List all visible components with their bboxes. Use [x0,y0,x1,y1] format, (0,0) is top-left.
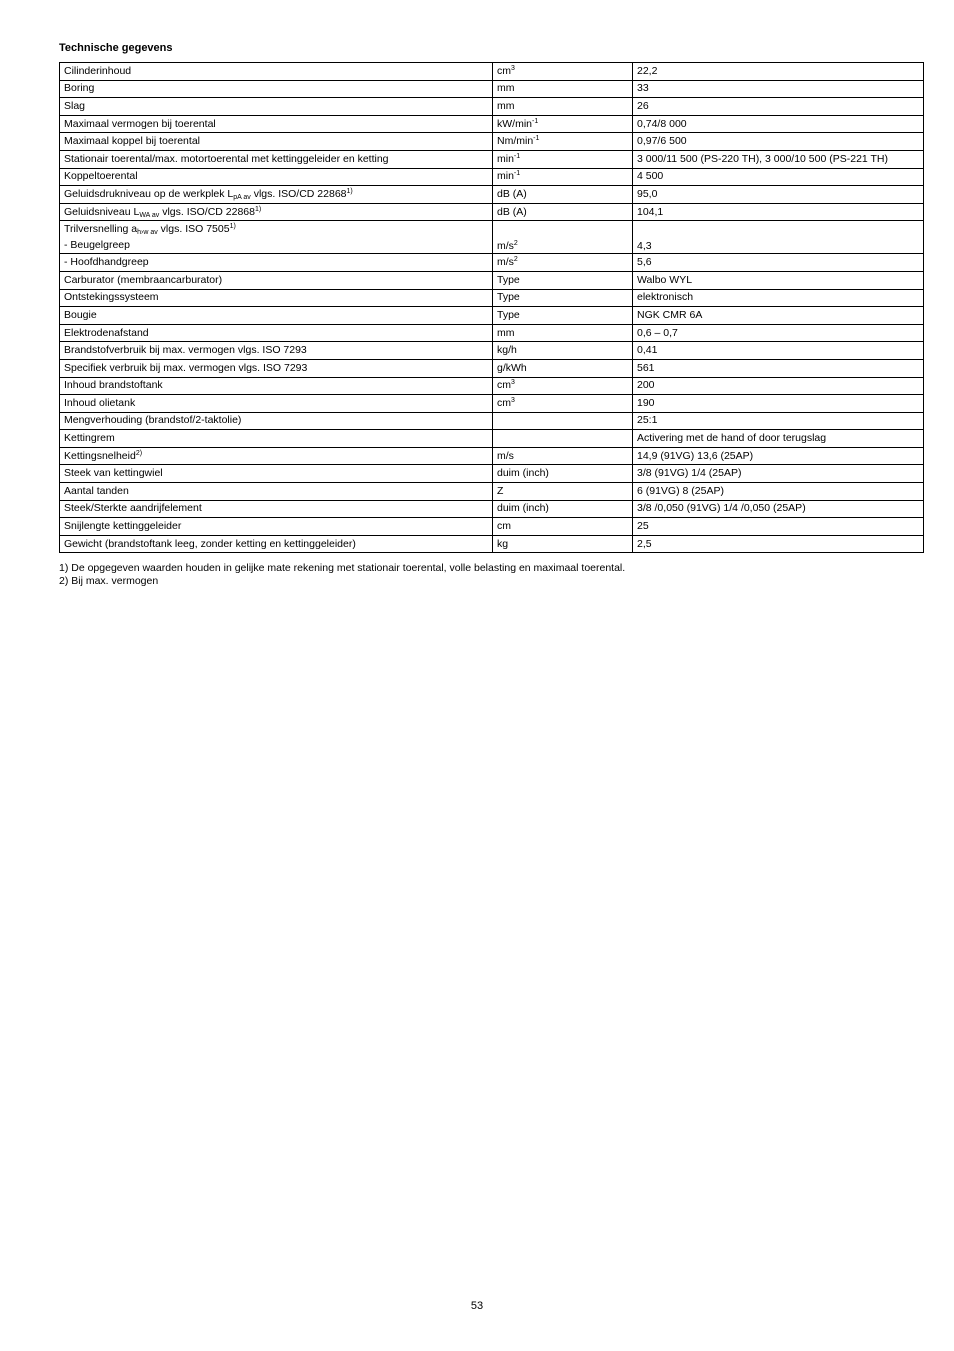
unit-text: duim (inch) [497,467,549,480]
label-text: Maximaal vermogen bij toerental [64,117,216,130]
unit-text: mm [497,82,515,95]
unit-superscript: 3 [511,64,515,72]
label-text-suffix: vlgs. ISO/CD 22868 [250,187,347,200]
table-row [60,359,924,377]
row-label [60,377,493,395]
row-unit [493,447,633,465]
label-text: Bougie [64,308,97,321]
unit-text: Type [497,291,520,304]
unit-text: m/s [497,256,514,269]
label-text: Carburator (membraancarburator) [64,273,223,286]
row-unit [493,63,633,81]
label-text: Cilinderinhoud [64,64,132,77]
label-subscript: WA av [139,211,160,219]
unit-text: dB (A) [497,205,527,218]
row-unit [493,203,633,221]
unit-text: cm [497,520,511,533]
row-value: 14,9 (91VG) 13,6 (25AP) [633,447,924,465]
footnote-marker: 1) [229,222,236,230]
table-row [60,254,924,272]
unit-superscript: 3 [511,379,515,387]
row-label [60,535,493,553]
row-label [60,412,493,430]
unit-text: Z [497,484,504,497]
row-unit [493,395,633,413]
unit-text: m/s [497,449,514,462]
row-value: 0,6 – 0,7 [633,324,924,342]
row-value: 561 [633,359,924,377]
table-row [60,271,924,289]
unit-text: m/s [497,240,514,253]
table-row [60,168,924,186]
row-label [60,203,493,221]
table-row [60,98,924,116]
unit-superscript: 2 [513,256,518,264]
row-label [60,271,493,289]
row-label [60,359,493,377]
row-label [60,168,493,186]
row-label [60,150,493,168]
table-row [60,518,924,536]
row-label [60,342,493,360]
unit-text: mm [497,99,515,112]
unit-superscript: 2 [513,240,518,248]
unit-superscript: -1 [513,170,521,178]
row-label [60,395,493,413]
label-text: Gewicht (brandstoftank leeg, zonder ketting en kettinggeleider) [64,537,356,550]
row-unit [493,377,633,395]
label-text: Elektrodenafstand [64,326,149,339]
row-label [60,221,493,254]
footnote-1: 1) De opgegeven waarden houden in gelijke mate rekening met stationair toerental, volle belasting en maximaal toerental. [59,562,626,574]
unit-text: duim (inch) [497,502,549,515]
table-row [60,133,924,151]
table-row [60,483,924,501]
table-row [60,395,924,413]
row-unit [493,430,633,448]
row-label [60,98,493,116]
label-text-suffix: vlgs. ISO 7505 [157,222,230,235]
table-row [60,535,924,553]
row-unit [493,412,633,430]
label-text: Snijlengte kettinggeleider [64,520,182,533]
row-unit [493,115,633,133]
table-row [60,342,924,360]
unit-superscript: 3 [511,396,515,404]
unit-text: dB (A) [497,187,527,200]
unit-text: mm [497,326,515,339]
row-unit [493,168,633,186]
table-row [60,377,924,395]
row-value: 104,1 [633,203,924,221]
unit-text: g/kWh [497,361,527,374]
label-text: Brandstofverbruik bij max. vermogen vlgs. ISO 7293 [64,344,307,357]
label-text: Slag [64,99,86,112]
table-row [60,150,924,168]
row-label [60,518,493,536]
label-text: Kettingsnelheid [64,449,136,462]
table-row [60,500,924,518]
table-row [60,63,924,81]
row-value: 3/8 (91VG) 1/4 (25AP) [633,465,924,483]
row-value: 95,0 [633,186,924,204]
row-unit [493,150,633,168]
label-text: Specifiek verbruik bij max. vermogen vlgs. ISO 7293 [64,361,308,374]
row-unit [493,98,633,116]
footnote-marker: 2) [135,449,143,457]
row-label [60,447,493,465]
unit-text: kg/h [497,344,517,357]
unit-text: Type [497,273,520,286]
label-subscript: h›w av [137,228,158,236]
row-value: 3 000/11 500 (PS-220 TH), 3 000/10 500 (PS-221 TH) [633,150,924,168]
label-text: - Hoofdhandgreep [64,256,149,269]
label-text: Steek/Sterkte aandrijfelement [64,502,202,515]
label-text: Inhoud olietank [64,396,136,409]
unit-text: kg [497,537,509,550]
table-row [60,465,924,483]
label-text: Stationair toerental/max. motortoerental met kettinggeleider en ketting [64,152,389,165]
label-text: Trilversnelling a [64,222,138,235]
table-body [60,63,924,553]
label-text: Steek van kettingwiel [64,467,163,480]
label-text: Kettingrem [64,432,115,445]
unit-text: cm [497,379,511,392]
table-row [60,186,924,204]
section-title: Technische gegevens [59,42,173,54]
row-unit [493,221,633,254]
row-unit [493,186,633,204]
label-text: Aantal tanden [64,484,129,497]
row-unit [493,324,633,342]
row-value: elektronisch [633,289,924,307]
row-value: 200 [633,377,924,395]
row-label [60,80,493,98]
row-value: 3/8 /0,050 (91VG) 1/4 /0,050 (25AP) [633,500,924,518]
row-value: 25:1 [633,412,924,430]
row-unit [493,500,633,518]
row-unit [493,535,633,553]
row-label [60,307,493,325]
row-unit [493,483,633,501]
row-value: 4,3 [633,221,924,254]
row-unit [493,342,633,360]
unit-text: min [497,152,514,165]
row-value: 0,74/8 000 [633,115,924,133]
label-text: Inhoud brandstoftank [64,379,163,392]
row-value: 0,97/6 500 [633,133,924,151]
unit-superscript: -1 [532,117,539,125]
row-unit [493,359,633,377]
table-row [60,430,924,448]
row-unit [493,289,633,307]
row-value: 33 [633,80,924,98]
footnote-marker: 1) [255,205,262,213]
row-label [60,63,493,81]
row-value: 5,6 [633,254,924,272]
unit-text: min [497,170,514,183]
footnotes [59,562,625,588]
row-value: 26 [633,98,924,116]
row-value: Walbo WYL [633,271,924,289]
unit-text: cm [497,64,511,77]
table-row [60,221,924,254]
row-unit [493,465,633,483]
label-text: Geluidsniveau L [64,205,140,218]
row-value: 0,41 [633,342,924,360]
row-label [60,289,493,307]
row-label [60,465,493,483]
technical-data-table [59,62,924,553]
row-label [60,186,493,204]
row-unit [493,254,633,272]
row-value: 2,5 [633,535,924,553]
label-text: Ontstekingssysteem [64,291,159,304]
row-value: 22,2 [633,63,924,81]
footnote-2: 2) Bij max. vermogen [59,575,159,587]
row-value: 6 (91VG) 8 (25AP) [633,483,924,501]
label-subscript: pA av [233,193,251,201]
row-value: Activering met de hand of door terugslag [633,430,924,448]
row-value: NGK CMR 6A [633,307,924,325]
table-row [60,307,924,325]
row-unit [493,133,633,151]
row-value: 4 500 [633,168,924,186]
row-value: 25 [633,518,924,536]
unit-text: Nm/min [497,135,534,148]
unit-superscript: -1 [513,152,521,160]
unit-text: kW/min [497,117,532,130]
table-row [60,412,924,430]
unit-text: cm [497,396,511,409]
table-row [60,289,924,307]
label-text-suffix: vlgs. ISO/CD 22868 [159,205,255,218]
unit-superscript: -1 [533,135,540,143]
row-label [60,500,493,518]
label-text: Boring [64,82,95,95]
row-unit [493,518,633,536]
row-unit [493,271,633,289]
label-text: Mengverhouding (brandstof/2-taktolie) [64,414,242,427]
row-label [60,324,493,342]
row-value: 190 [633,395,924,413]
table-row [60,80,924,98]
row-label [60,133,493,151]
row-unit [493,80,633,98]
label-text: Koppeltoerental [64,170,138,183]
row-label [60,115,493,133]
row-label [60,254,493,272]
row-label [60,483,493,501]
label-line-2: - Beugelgreep [64,238,130,251]
table-row [60,115,924,133]
table-row [60,324,924,342]
unit-text: Type [497,308,520,321]
table-row [60,447,924,465]
page-number: 53 [470,1300,484,1312]
row-label [60,430,493,448]
footnote-marker: 1) [346,187,353,195]
row-unit [493,307,633,325]
label-text: Maximaal koppel bij toerental [64,135,200,148]
table-row [60,203,924,221]
label-text: Geluidsdrukniveau op de werkplek L [64,187,234,200]
